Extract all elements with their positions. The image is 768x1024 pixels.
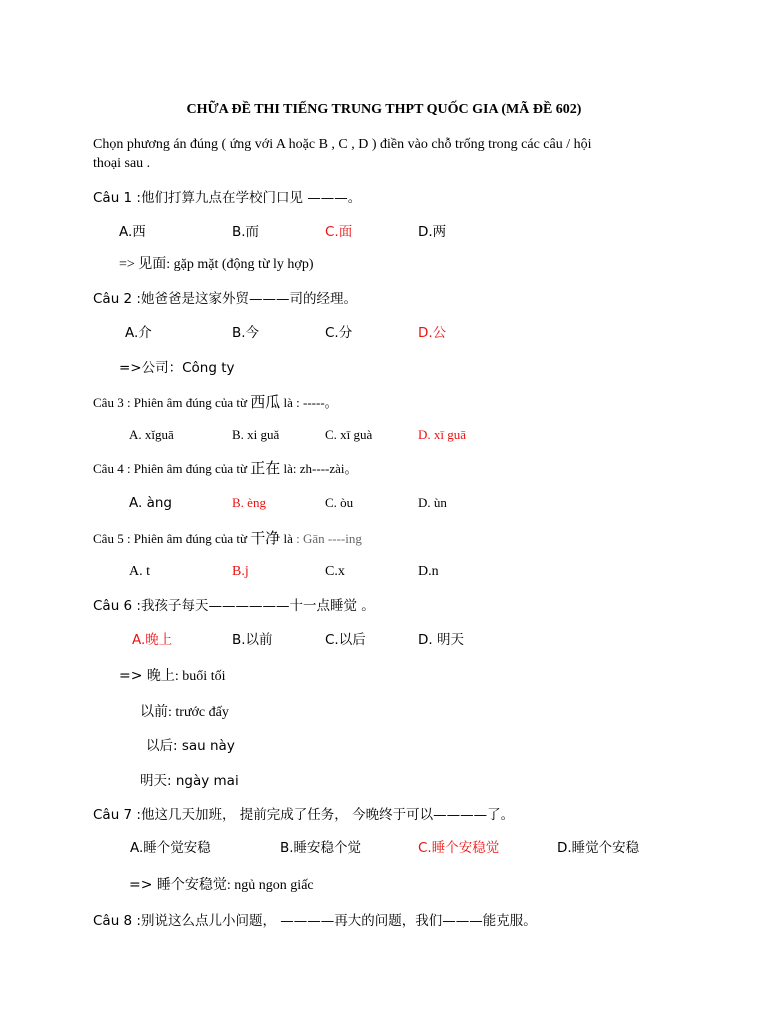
option-c: C. xī guà xyxy=(325,427,373,442)
question-tail: là : -----。 xyxy=(280,395,338,410)
question-hint: : Gān ----ing xyxy=(292,531,362,546)
explanation-3 xyxy=(146,737,235,755)
option-b: B.今 xyxy=(232,325,260,341)
chinese-word: 干净 xyxy=(250,529,281,547)
question-label: Câu 4 : Phiên âm đúng của từ xyxy=(93,461,251,476)
option-c-correct: C.面 xyxy=(325,224,353,240)
note-term: 以后 xyxy=(146,738,173,754)
note-meaning: : trước đấy xyxy=(168,705,229,720)
note-term: => 睡个安稳觉 xyxy=(129,877,227,893)
option-d-correct: D.公 xyxy=(418,325,447,341)
option-d: D.n xyxy=(418,564,439,579)
document-title: CHỮA ĐỀ THI TIẾNG TRUNG THPT QUỐC GIA (MÃ ĐỀ 602) xyxy=(186,102,582,117)
explanation-2 xyxy=(140,703,229,722)
chinese-word: 西瓜 xyxy=(250,393,281,411)
chinese-word: 正在 xyxy=(250,459,281,477)
option-d: D. ùn xyxy=(418,495,447,510)
option-a: A.睡个觉安稳 xyxy=(130,840,211,856)
question-1 xyxy=(93,189,361,207)
question-label: Câu 2 : xyxy=(93,291,141,307)
question-2 xyxy=(93,290,357,308)
option-a: A.西 xyxy=(119,224,146,240)
question-label: Câu 7 : xyxy=(93,807,141,823)
option-b: B.以前 xyxy=(232,632,273,648)
note-meaning: : sau này xyxy=(173,738,235,754)
question-7 xyxy=(93,806,514,824)
note-term: 明天 xyxy=(140,773,167,789)
option-d: D. 明天 xyxy=(418,632,464,648)
explanation xyxy=(129,876,314,895)
option-b-correct: B.j xyxy=(232,564,249,579)
note-meaning: : ngủ ngon giấc xyxy=(226,878,314,893)
explanation-1 xyxy=(119,667,225,686)
explanation-4 xyxy=(140,772,239,790)
question-label: Câu 1 : xyxy=(93,190,141,206)
note-meaning: : ngày mai xyxy=(167,773,239,789)
question-label: Câu 6 : xyxy=(93,598,141,614)
question-text: 他这几天加班， 提前完成了任务， 今晚终于可以————了。 xyxy=(140,807,515,823)
question-label: Câu 3 : Phiên âm đúng của từ xyxy=(93,395,251,410)
question-5 xyxy=(93,529,362,548)
question-text: 她爸爸是这家外贸———司的经理。 xyxy=(140,291,357,307)
option-a: A. àng xyxy=(129,495,172,511)
option-b: B.睡安稳个觉 xyxy=(280,840,362,856)
question-tail: là xyxy=(280,531,293,546)
note-term: 以前 xyxy=(140,704,168,720)
question-6 xyxy=(93,597,375,615)
question-text: 他们打算九点在学校门口见 ———。 xyxy=(140,190,362,206)
question-text: 别说这么点儿小问题， ————再大的问题，我们———能克服。 xyxy=(140,913,537,929)
question-8 xyxy=(93,912,537,930)
explanation: => 见面: gặp mặt (động từ ly hợp) xyxy=(119,257,314,272)
option-c: C.x xyxy=(325,564,345,579)
option-a: A.介 xyxy=(125,325,152,341)
question-tail: là: zh----zài。 xyxy=(280,461,358,476)
instructions-line-2: thoại sau . xyxy=(93,156,151,171)
option-b: B.而 xyxy=(232,224,260,240)
option-a-correct: A.晚上 xyxy=(132,632,173,648)
question-text: 我孩子每天——————十一点睡觉 。 xyxy=(140,598,375,614)
option-c-correct: C.睡个安稳觉 xyxy=(418,840,500,856)
option-d: D.睡觉个安稳 xyxy=(557,840,640,856)
note-term: => 晚上 xyxy=(119,668,175,684)
option-a: A. xǐguā xyxy=(129,427,174,442)
option-a: A. t xyxy=(129,564,150,579)
option-c: C.以后 xyxy=(325,632,366,648)
option-d-correct: D. xī guā xyxy=(418,427,467,442)
option-b: B. xi guǎ xyxy=(232,427,280,442)
option-c: C.分 xyxy=(325,325,353,341)
instructions-line-1: Chọn phương án đúng ( ứng với A hoặc B , C , D ) điền vào chỗ trống trong các câu / hội xyxy=(93,137,592,152)
question-label: Câu 8 : xyxy=(93,913,141,929)
option-c: C. òu xyxy=(325,495,354,510)
option-b-correct: B. èng xyxy=(232,495,266,510)
note-meaning: : buổi tối xyxy=(174,669,226,684)
question-4 xyxy=(93,459,358,478)
question-label: Câu 5 : Phiên âm đúng của từ xyxy=(93,531,251,546)
option-d: D.两 xyxy=(418,224,447,240)
explanation: =>公司：Công ty xyxy=(119,360,235,376)
question-3 xyxy=(93,393,338,412)
